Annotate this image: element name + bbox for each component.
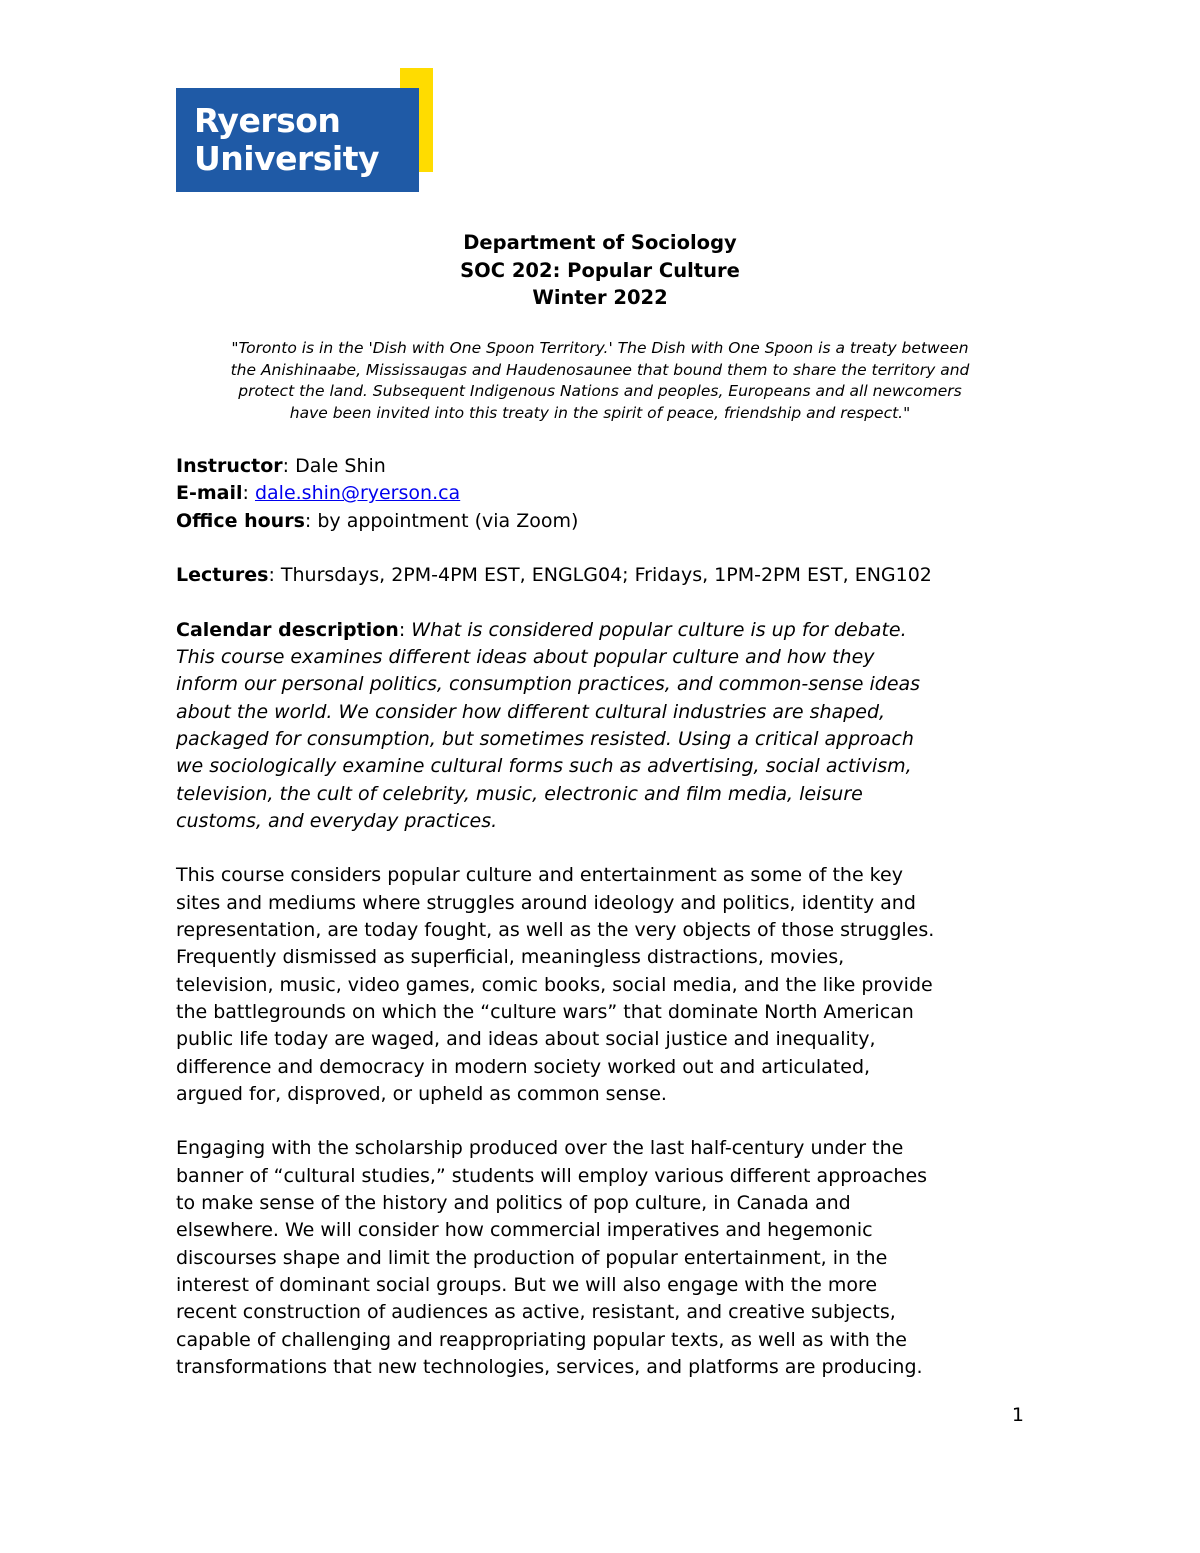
email-line: E-mail: dale.shin@ryerson.ca <box>176 482 461 505</box>
land-line-3: protect the land. Subsequent Indigenous Nations and peoples, Europeans and all newcomers <box>238 382 962 401</box>
logo-line-1: Ryerson <box>194 101 341 140</box>
calendar-line: television, the cult of celebrity, music, electronic and film media, leisure <box>176 782 863 805</box>
land-line-2: the Anishinaabe, Mississaugas and Haudenosaunee that bound them to share the territory and <box>230 360 970 379</box>
logo-text <box>194 102 379 178</box>
logo-blue-block <box>176 88 419 192</box>
calendar-line: customs, and everyday practices. <box>176 809 498 832</box>
paragraph-line: the battlegrounds on which the “culture wars” that dominate North American <box>176 1000 914 1023</box>
lectures-value: Thursdays, 2PM-4PM EST, ENGLG04; Fridays, 1PM-2PM EST, ENG102 <box>280 564 932 587</box>
calendar-label: Calendar description <box>176 618 399 641</box>
ryerson-university-logo <box>176 68 434 192</box>
paragraph-line: to make sense of the history and politics of pop culture, in Canada and <box>176 1192 851 1215</box>
course-paragraph-1 <box>176 862 1036 1108</box>
instructor-line: Instructor: Dale Shin <box>176 455 386 477</box>
paragraph-line: elsewhere. We will consider how commercial imperatives and hegemonic <box>176 1219 873 1242</box>
instructor-label: Instructor <box>176 455 283 477</box>
paragraph-line: Engaging with the scholarship produced over the last half-century under the <box>176 1137 904 1160</box>
paragraph-line: public life today are waged, and ideas about social justice and inequality, <box>176 1028 876 1051</box>
logo-line-2: University <box>194 139 380 178</box>
calendar-line: This course examines different ideas about popular culture and how they <box>176 646 875 669</box>
lectures-line: Lectures: Thursdays, 2PM-4PM EST, ENGLG04; Fridays, 1PM-2PM EST, ENG102 <box>176 564 932 587</box>
calendar-line: Calendar description: What is considered popular culture is up for debate. <box>176 618 907 641</box>
course-title: SOC 202: Popular Culture <box>460 258 740 282</box>
paragraph-line: interest of dominant social groups. But we will also engage with the more <box>176 1273 878 1296</box>
paragraph-line: difference and democracy in modern society worked out and articulated, <box>176 1055 871 1078</box>
syllabus-content <box>176 453 1036 1381</box>
department-title: Department of Sociology <box>463 231 737 254</box>
course-header <box>0 229 1200 312</box>
paragraph-line: sites and mediums where struggles around ideology and politics, identity and <box>176 891 916 914</box>
email-label: E-mail <box>176 482 243 505</box>
calendar-line: we sociologically examine cultural forms such as advertising, social activism, <box>176 755 912 778</box>
land-line-4: have been invited into this treaty in the spirit of peace, friendship and respect." <box>289 404 911 423</box>
paragraph-line: representation, are today fought, as well as the very objects of those struggles. <box>176 919 935 942</box>
term-title: Winter 2022 <box>532 286 668 309</box>
instructor-value: Dale Shin <box>295 455 386 477</box>
page-number: 1 <box>1011 1404 1024 1426</box>
paragraph-line: Frequently dismissed as superficial, meaningless distractions, movies, <box>176 946 845 969</box>
calendar-line: inform our personal politics, consumption practices, and common-sense ideas <box>176 673 921 696</box>
paragraph-line: capable of challenging and reappropriating popular texts, as well as with the <box>176 1328 907 1351</box>
office-hours-label: Office hours <box>176 509 305 532</box>
course-paragraph-2 <box>176 1135 1036 1381</box>
calendar-line: about the world. We consider how different cultural industries are shaped, <box>176 700 886 723</box>
calendar-line: packaged for consumption, but sometimes resisted. Using a critical approach <box>176 727 914 750</box>
land-acknowledgement <box>170 338 1030 425</box>
land-line-1: "Toronto is in the 'Dish with One Spoon Territory.' The Dish with One Spoon is a treaty between <box>231 339 969 357</box>
office-hours-line: Office hours: by appointment (via Zoom) <box>176 509 579 532</box>
calendar-description <box>176 617 1036 835</box>
paragraph-line: recent construction of audiences as active, resistant, and creative subjects, <box>176 1301 896 1324</box>
office-hours-value: by appointment (via Zoom) <box>317 509 579 532</box>
paragraph-line: banner of “cultural studies,” students will employ various different approaches <box>176 1164 928 1187</box>
paragraph-line: argued for, disproved, or upheld as common sense. <box>176 1082 667 1105</box>
paragraph-line: This course considers popular culture and entertainment as some of the key <box>176 864 903 887</box>
email-link[interactable]: dale.shin@ryerson.ca <box>254 482 461 505</box>
paragraph-line: discourses shape and limit the production of popular entertainment, in the <box>176 1246 888 1269</box>
lectures-label: Lectures <box>176 564 269 587</box>
calendar-text: What is considered popular culture is up for debate. <box>411 618 907 641</box>
paragraph-line: transformations that new technologies, services, and platforms are producing. <box>176 1355 923 1378</box>
paragraph-line: television, music, video games, comic books, social media, and the like provide <box>176 973 933 996</box>
